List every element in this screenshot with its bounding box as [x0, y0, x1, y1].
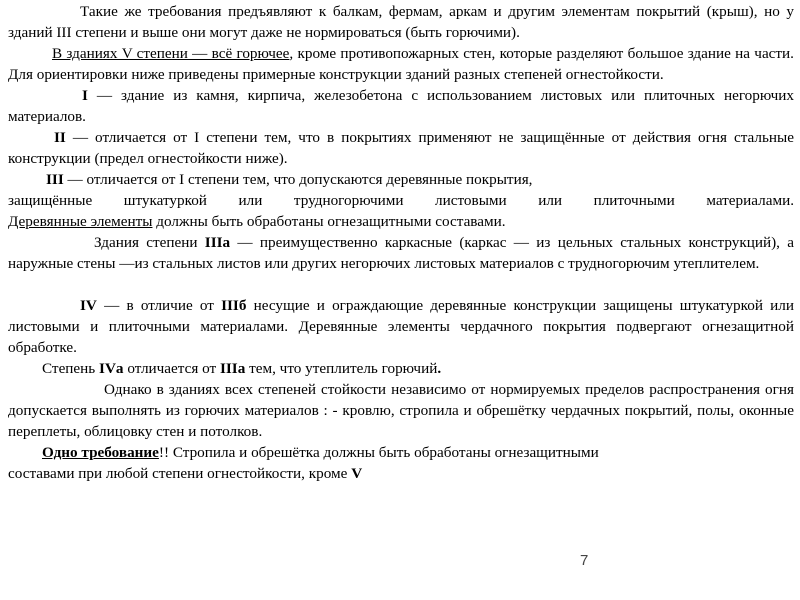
paragraph-line [8, 442, 794, 463]
paragraph-degree-i [8, 85, 794, 127]
paragraph-line [8, 169, 794, 190]
degree-label: V [351, 465, 363, 482]
paragraph-roof-requirements [8, 1, 794, 43]
degree-label: IVа [99, 360, 124, 377]
paragraph-text: !! Стропила и обрешётка должны быть обработаны огнезащитными [158, 444, 599, 461]
paragraph-text: тем, что утеплитель горючий [245, 360, 438, 377]
document-page [8, 1, 794, 484]
paragraph-combustible-materials [8, 379, 794, 442]
paragraph-text: несущие и ограждающие деревянные конструкции защищены штукатуркой или листовыми и плиточными материалами. Деревянные элементы чердачного покрытия подвергают огнезащитной обработке. [8, 297, 794, 356]
paragraph-degree-iva [8, 358, 794, 379]
paragraph-text: — в отличие от [96, 297, 222, 314]
wooden-elements-label: Деревянные элементы [8, 213, 153, 230]
requirement-label: Одно требование [42, 444, 159, 461]
paragraph-text: — преимущественно каркасные (каркас — из цельных стальных конструкций), а наружные стены —из стальных листов или других негорючих листовых материалов с трудногорючим утеплителем. [8, 234, 794, 272]
paragraph-degree-ii [8, 127, 794, 169]
degree-label: II [54, 129, 66, 146]
paragraph-text: Степень [42, 360, 100, 377]
paragraph-degree-iii [8, 169, 794, 232]
paragraph-text: — отличается от I степени тем, что допускаются деревянные покрытия, [63, 171, 533, 188]
paragraph-text: — здание из камня, кирпича, железобетона с использованием листовых или плиточных негорючих материалов. [8, 87, 794, 125]
degree-reference: IIIб [221, 297, 247, 314]
degree-label: I [82, 87, 88, 104]
sentence-end: . [437, 360, 442, 377]
paragraph-text: Здания степени [94, 234, 205, 251]
paragraph-line [8, 211, 794, 232]
degree-label: IIIа [204, 234, 231, 251]
paragraph-degree-iv [8, 295, 794, 358]
degree-label: III [46, 171, 64, 188]
paragraph-text: защищённые штукатуркой или трудногорючими листовыми или плиточными материалами. [8, 192, 794, 209]
page-number: 7 [580, 552, 589, 569]
spacer [8, 274, 794, 295]
degree-label: IV [80, 297, 97, 314]
paragraph-line [8, 190, 794, 211]
paragraph-text: Такие же требования предъявляют к балкам, фермам, аркам и другим элементам покрытий (крыш), но у зданий III степени и выше они могут даже не нормироваться (быть горючими). [8, 3, 794, 41]
paragraph-degree-v [8, 43, 794, 85]
degree-v-heading: В зданиях V степени — всё горючее [52, 45, 290, 62]
paragraph-degree-iiia [8, 232, 794, 274]
paragraph-text: должны быть обработаны огнезащитными составами. [152, 213, 506, 230]
paragraph-line [8, 463, 794, 484]
paragraph-text: составами при любой степени огнестойкости, кроме [8, 465, 352, 482]
degree-reference: IIIа [219, 360, 246, 377]
paragraph-text: отличается от [123, 360, 220, 377]
paragraph-one-requirement [8, 442, 794, 484]
paragraph-text: Однако в зданиях всех степеней стойкости независимо от нормируемых пределов распространения огня допускается выполнять из горючих материалов : - кровлю, стропила и обрешётку чердачных покрытий, полы, оконные переплеты, облицовку стен и потолков. [8, 381, 794, 440]
paragraph-text: — отличается от I степени тем, что в покрытиях применяют не защищённые от действия огня стальные конструкции (предел огнестойкости ниже). [8, 129, 794, 167]
paragraph-text: , кроме противопожарных стен, которые разделяют большое здание на части. Для ориентировки ниже приведены примерные конструкции зданий разных степеней огнестойкости. [8, 45, 794, 83]
